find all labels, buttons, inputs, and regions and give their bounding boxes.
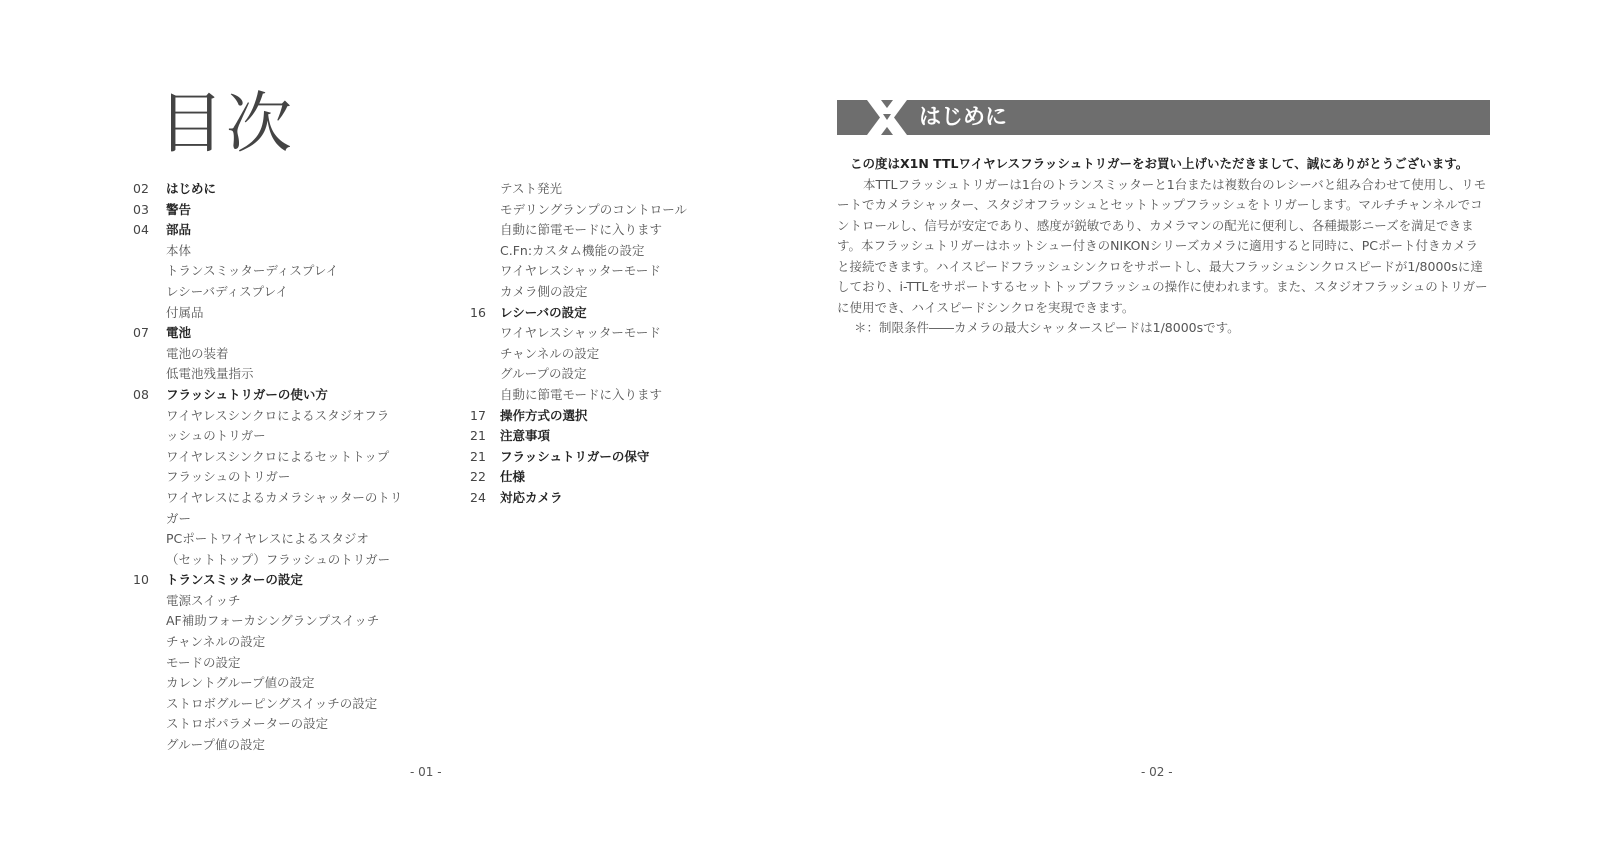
toc-entry-label: 本体 bbox=[166, 242, 192, 258]
toc-page-number: 16 bbox=[470, 304, 486, 320]
toc-entry[interactable] bbox=[133, 179, 433, 200]
toc-entry-label: チャンネルの設定 bbox=[500, 345, 600, 361]
toc-entry[interactable] bbox=[133, 694, 433, 715]
toc-entry-label: フラッシュトリガーの保守 bbox=[500, 448, 650, 464]
toc-page-number bbox=[133, 282, 166, 303]
toc-title: 目次 bbox=[158, 85, 294, 162]
toc-entry[interactable] bbox=[133, 220, 433, 241]
toc-entry[interactable] bbox=[470, 303, 750, 324]
toc-page-number bbox=[133, 714, 166, 735]
toc-entry[interactable] bbox=[133, 714, 433, 735]
toc-page-number bbox=[133, 673, 166, 694]
toc-page-number bbox=[133, 632, 166, 653]
section-title: はじめに bbox=[919, 105, 1008, 130]
toc-entry-label: 電源スイッチ bbox=[166, 592, 241, 608]
toc-entry-label: 注意事項 bbox=[500, 428, 551, 444]
toc-entry[interactable] bbox=[133, 611, 433, 632]
toc-entry[interactable] bbox=[133, 364, 433, 385]
toc-page-number bbox=[470, 364, 500, 385]
toc-page-number bbox=[133, 550, 166, 571]
toc-page-number bbox=[133, 591, 166, 612]
toc-entry[interactable] bbox=[133, 385, 433, 406]
toc-page-number bbox=[133, 694, 166, 715]
toc-entry-label: ストロボグルーピングスイッチの設定 bbox=[166, 695, 378, 711]
page-number: - 02 - bbox=[1141, 765, 1173, 779]
toc-entry[interactable] bbox=[133, 570, 433, 591]
toc-entry[interactable] bbox=[470, 406, 750, 427]
toc-entry-label: C.Fn:カスタム機能の設定 bbox=[500, 242, 645, 258]
toc-page-number bbox=[470, 323, 500, 344]
toc-page-number bbox=[133, 344, 166, 365]
toc-page-number: 10 bbox=[133, 572, 149, 588]
toc-page-number bbox=[470, 261, 500, 282]
toc-page-number bbox=[133, 261, 166, 282]
toc-entry-label: ッシュのトリガー bbox=[166, 428, 266, 444]
toc-entry-label: モードの設定 bbox=[166, 654, 241, 670]
toc-entry-label: ワイヤレスシャッターモード bbox=[500, 325, 661, 341]
toc-entry-label: レシーバディスプレイ bbox=[166, 283, 288, 299]
toc-entry-label: 仕様 bbox=[500, 469, 526, 485]
toc-entry[interactable] bbox=[470, 220, 750, 241]
toc-page-number bbox=[470, 282, 500, 303]
toc-entry-label: 自動に節電モードに入ります bbox=[500, 386, 663, 402]
toc-entry[interactable] bbox=[133, 200, 433, 221]
toc-page-number bbox=[133, 364, 166, 385]
toc-entry-label: ガー bbox=[166, 510, 192, 526]
toc-page-number: 04 bbox=[133, 222, 149, 238]
toc-entry-label: 電池の装着 bbox=[166, 345, 229, 361]
toc-entry[interactable] bbox=[133, 303, 433, 324]
toc-page-number bbox=[133, 529, 166, 550]
toc-entry[interactable] bbox=[133, 673, 433, 694]
toc-entry-label: 対応カメラ bbox=[500, 489, 563, 505]
toc-entry-label: 警告 bbox=[166, 201, 192, 217]
toc-entry-label: トランスミッターディスプレイ bbox=[166, 263, 339, 279]
toc-entry[interactable] bbox=[133, 406, 433, 427]
toc-page-number bbox=[470, 220, 500, 241]
toc-page-number bbox=[470, 385, 500, 406]
toc-entry-label: フラッシュのトリガー bbox=[166, 469, 291, 485]
toc-entry[interactable] bbox=[470, 200, 750, 221]
toc-entry[interactable] bbox=[133, 241, 433, 262]
toc-page-number bbox=[470, 179, 500, 200]
toc-page-number bbox=[133, 426, 166, 447]
toc-entry[interactable] bbox=[470, 344, 750, 365]
toc-entry-label: カレントグループ値の設定 bbox=[166, 675, 315, 691]
toc-entry[interactable] bbox=[470, 282, 750, 303]
toc-page-number bbox=[470, 344, 500, 365]
toc-page-number bbox=[133, 488, 166, 509]
toc-entry[interactable] bbox=[470, 241, 750, 262]
toc-entry-label: 電池 bbox=[166, 325, 192, 341]
toc-page-number: 07 bbox=[133, 325, 149, 341]
toc-entry-label: モデリングランプのコントロール bbox=[500, 201, 688, 217]
toc-entry[interactable] bbox=[470, 488, 750, 509]
toc-entry[interactable] bbox=[133, 488, 433, 509]
toc-entry-label: レシーバの設定 bbox=[500, 304, 587, 320]
toc-entry[interactable] bbox=[133, 261, 433, 282]
toc-entry-label: ワイヤレスシンクロによるセットトップ bbox=[166, 448, 390, 464]
toc-entry[interactable] bbox=[133, 529, 433, 550]
intro-lead: この度はX1N TTLワイヤレスフラッシュトリガーをお買い上げいただきまして、誠にありがとうございます。 bbox=[850, 156, 1469, 171]
toc-entry[interactable] bbox=[470, 385, 750, 406]
toc-page-number bbox=[133, 467, 166, 488]
toc-entry[interactable] bbox=[133, 426, 433, 447]
toc-entry[interactable] bbox=[133, 467, 433, 488]
toc-entry[interactable] bbox=[133, 632, 433, 653]
toc-entry[interactable] bbox=[133, 323, 433, 344]
toc-column-1 bbox=[133, 179, 433, 756]
toc-entry[interactable] bbox=[470, 179, 750, 200]
left-page bbox=[0, 0, 802, 849]
toc-page-number: 22 bbox=[470, 469, 486, 485]
toc-page-number bbox=[133, 303, 166, 324]
toc-page-number: 08 bbox=[133, 386, 149, 402]
toc-page-number bbox=[470, 200, 500, 221]
toc-page-number bbox=[470, 241, 500, 262]
toc-entry[interactable] bbox=[133, 447, 433, 468]
toc-entry-label: トランスミッターの設定 bbox=[166, 572, 303, 588]
toc-entry-label: グループ値の設定 bbox=[166, 737, 266, 753]
x-logo-icon bbox=[867, 100, 911, 135]
toc-entry-label: 低電池残量指示 bbox=[166, 366, 254, 382]
toc-entry[interactable] bbox=[133, 282, 433, 303]
toc-entry-label: 操作方式の選択 bbox=[500, 407, 588, 423]
toc-page-number bbox=[133, 406, 166, 427]
toc-entry-label: 付属品 bbox=[166, 304, 204, 320]
toc-entry-label: グループの設定 bbox=[500, 366, 587, 382]
toc-entry-label: PCポートワイヤレスによるスタジオ bbox=[166, 531, 369, 547]
toc-entry[interactable] bbox=[133, 591, 433, 612]
toc-page-number bbox=[133, 509, 166, 530]
right-page bbox=[802, 0, 1605, 849]
toc-page-number bbox=[133, 653, 166, 674]
toc-entry[interactable] bbox=[133, 653, 433, 674]
toc-entry-label: 自動に節電モードに入ります bbox=[500, 222, 663, 238]
toc-entry-label: チャンネルの設定 bbox=[166, 634, 266, 650]
toc-page-number bbox=[133, 241, 166, 262]
toc-entry[interactable] bbox=[470, 261, 750, 282]
toc-page-number: 03 bbox=[133, 201, 149, 217]
toc-entry[interactable] bbox=[133, 509, 433, 530]
toc-entry-label: フラッシュトリガーの使い方 bbox=[166, 386, 328, 402]
toc-entry-label: ワイヤレスシャッターモード bbox=[500, 263, 661, 279]
toc-entry-label: カメラ側の設定 bbox=[500, 283, 588, 299]
toc-entry-label: 部品 bbox=[166, 222, 192, 238]
toc-page-number: 21 bbox=[470, 448, 486, 464]
toc-entry-label: はじめに bbox=[166, 181, 217, 196]
toc-entry-label: ワイヤレスシンクロによるスタジオフラ bbox=[166, 407, 390, 423]
page-number: - 01 - bbox=[410, 765, 442, 779]
toc-entry[interactable] bbox=[133, 344, 433, 365]
toc-entry[interactable] bbox=[470, 426, 750, 447]
toc-page-number bbox=[133, 735, 166, 756]
toc-page-number: 24 bbox=[470, 489, 486, 505]
section-header-bar bbox=[837, 100, 1490, 135]
toc-entry[interactable] bbox=[470, 467, 750, 488]
toc-page-number: 21 bbox=[470, 428, 486, 444]
toc-page-number bbox=[133, 611, 166, 632]
toc-page-number: 17 bbox=[470, 407, 486, 423]
toc-entry-label: ワイヤレスによるカメラシャッターのトリ bbox=[166, 489, 403, 505]
toc-entry[interactable] bbox=[133, 550, 433, 571]
intro-note: ＊：制限条件――カメラの最大シャッタースピードは1/8000sです。 bbox=[854, 320, 1240, 335]
toc-page-number bbox=[133, 447, 166, 468]
intro-text bbox=[837, 154, 1490, 339]
toc-column-2 bbox=[470, 179, 750, 509]
toc-entry-label: テスト発光 bbox=[500, 181, 563, 196]
toc-entry[interactable] bbox=[470, 447, 750, 468]
intro-body: 本TTLフラッシュトリガーは1台のトランスミッターと1台または複数台のレシーバと組み合わせて使用し、リモートでカメラシャッター、スタジオフラッシュとセットトップフラッシュをトリガーします。マルチチャンネルでコントロールし、信号が安定であり、感度が鋭敏であり、カメラマンの配光に便利し、各種撮影ニーズを満足できます。本フラッシュトリガーはホットシュー付きのNIKONシリーズカメラに適用すると同時に、PCポート付きカメラと接続できます。ハイスピードフラッシュシンクロをサポートし、最大フラッシュシンクロスピードが1/8000sに達しており、i-TTLをサポートするセットトップフラッシュの操作に使われます。また、スタジオフラッシュのトリガーに使用でき、ハイスピードシンクロを実現できます。 bbox=[837, 176, 1488, 315]
toc-entry-label: （セットトップ）フラッシュのトリガー bbox=[166, 551, 391, 567]
toc-page-number: 02 bbox=[133, 181, 149, 196]
toc-entry[interactable] bbox=[133, 735, 433, 756]
toc-entry[interactable] bbox=[470, 364, 750, 385]
toc-entry-label: AF補助フォーカシングランプスイッチ bbox=[166, 613, 380, 629]
toc-entry-label: ストロボパラメーターの設定 bbox=[166, 716, 329, 732]
toc-entry[interactable] bbox=[470, 323, 750, 344]
